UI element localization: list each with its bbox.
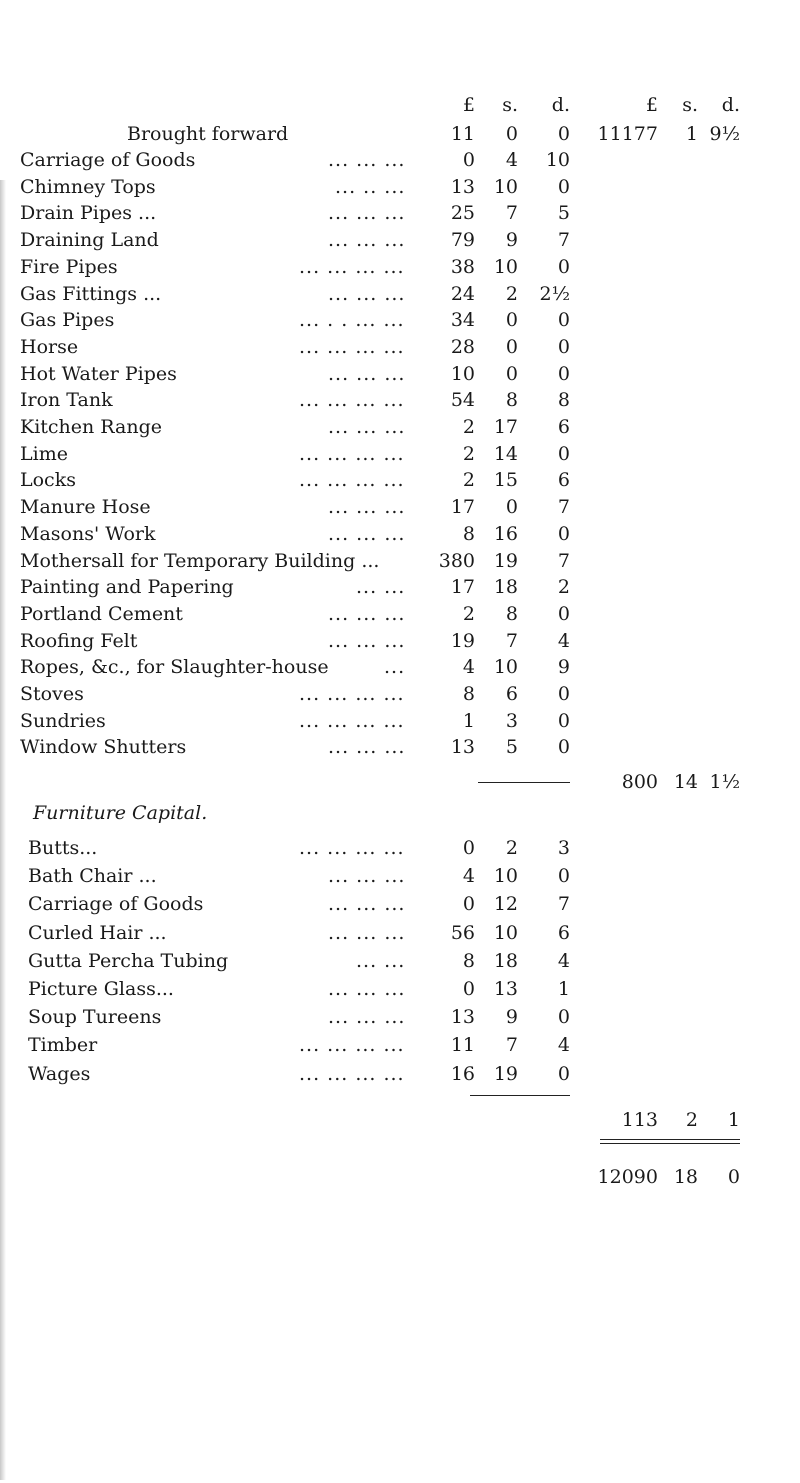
amount-shillings: 8 [505, 602, 518, 625]
section2-total-row [0, 1107, 800, 1133]
amount-pence: 7 [557, 229, 570, 252]
item-label: Stoves [20, 683, 84, 705]
grand-total-pounds: 12090 [597, 1166, 658, 1188]
grand-total-row [0, 1164, 800, 1190]
amount-shillings: 2 [505, 282, 518, 305]
ledger-row [0, 976, 800, 1002]
grand-total-shillings: 18 [673, 1166, 698, 1188]
item-label: Bath Chair ... [28, 865, 157, 888]
leader-dots: ... ... ... [328, 978, 406, 1000]
item-label: Gas Fittings ... [20, 282, 162, 305]
leader-dots: ... ... ... [328, 229, 406, 252]
amount-shillings: 19 [493, 1062, 518, 1085]
item-label: Carriage of Goods [28, 893, 204, 916]
total-pounds: 800 [621, 771, 658, 793]
amount-pounds: 380 [438, 549, 475, 572]
leader-dots: ... ... ... [328, 149, 406, 171]
amount-pence: 0 [557, 123, 570, 145]
amount-shillings: 2 [505, 837, 518, 859]
amount-shillings: 10 [493, 865, 518, 888]
amount-pence: 6 [557, 416, 570, 438]
leader-dots: ... ... ... [328, 865, 406, 888]
leader-dots: ... ... ... [328, 921, 406, 944]
amount-pounds: 0 [462, 837, 475, 859]
amount-pence: 4 [557, 629, 570, 652]
item-label: Soup Tureens [28, 1006, 162, 1029]
leader-dots: ... .. ... [335, 175, 406, 198]
amount-pounds: 28 [450, 335, 475, 358]
ledger-row [0, 334, 800, 360]
section-heading: Furniture Capital. [33, 802, 208, 824]
amount-pounds: 4 [462, 865, 475, 888]
amount-shillings: 6 [505, 683, 518, 705]
item-label: Sundries [20, 709, 106, 732]
ledger-row [0, 835, 800, 861]
ledger-row [0, 200, 800, 226]
ledger-row [0, 628, 800, 654]
amount-pounds: 19 [450, 629, 475, 652]
item-label: Hot Water Pipes [20, 362, 177, 385]
total-pounds: 11177 [597, 123, 658, 145]
amount-pence: 4 [557, 949, 570, 972]
leader-dots: ... ... ... ... [299, 837, 405, 859]
grand-total-rule [600, 1139, 740, 1140]
item-label: Chimney Tops [20, 175, 156, 198]
item-label: Horse [20, 335, 79, 358]
amount-pence: 2 [557, 576, 570, 599]
amount-pounds: 79 [450, 229, 475, 252]
amount-shillings: 0 [505, 362, 518, 385]
total-pence: 1½ [709, 771, 740, 793]
amount-shillings: 10 [493, 175, 518, 198]
ledger-row [0, 574, 800, 600]
brought-forward-label: Brought forward [127, 123, 289, 145]
amount-pence: 0 [557, 736, 570, 759]
amount-pounds: 4 [462, 656, 475, 679]
item-label: Drain Pipes ... [20, 202, 157, 225]
item-label: Roofing Felt [20, 629, 138, 652]
amount-shillings: 0 [505, 309, 518, 332]
leader-dots: ... [384, 656, 406, 679]
ledger-row [0, 414, 800, 440]
total-shillings: 14 [673, 771, 698, 793]
amount-pounds: 11 [450, 1034, 475, 1057]
amount-pence: 4 [557, 1034, 570, 1057]
leader-dots: ... ... ... [328, 362, 406, 385]
amount-pounds: 38 [450, 255, 475, 278]
leader-dots: ... ... ... ... [299, 709, 405, 732]
ledger-row [0, 1004, 800, 1030]
amount-pence: 6 [557, 469, 570, 492]
total-pence: 9½ [709, 123, 740, 145]
amount-pounds: 8 [462, 683, 475, 705]
amount-pounds: 2 [462, 602, 475, 625]
item-label: Locks [20, 469, 76, 492]
leader-dots: ... ... ... [328, 893, 406, 916]
amount-pence: 0 [557, 1006, 570, 1029]
brought-forward-row [0, 121, 800, 147]
item-label: Butts... [28, 837, 98, 859]
ledger-row [0, 863, 800, 889]
leader-dots: ... ... ... [328, 416, 406, 438]
amount-pence: 7 [557, 549, 570, 572]
amount-pence: 10 [545, 149, 570, 171]
amount-pounds: 24 [450, 282, 475, 305]
amount-shillings: 7 [505, 202, 518, 225]
amount-shillings: 0 [505, 123, 518, 145]
grand-total-rule-double [600, 1143, 740, 1144]
section1-total-row [0, 769, 800, 795]
leader-dots: ... ... ... [328, 602, 406, 625]
leader-dots: ... ... ... [328, 282, 406, 305]
item-label: Ropes, &c., for Slaughter-house [20, 656, 329, 679]
amount-pounds: 8 [462, 522, 475, 545]
amount-pounds: 11 [450, 123, 475, 145]
amount-shillings: 19 [493, 549, 518, 572]
ledger-row [0, 1061, 800, 1087]
amount-pence: 0 [557, 309, 570, 332]
item-label: Gas Pipes [20, 309, 115, 332]
amount-pence: 5 [557, 202, 570, 225]
amount-pence: 0 [557, 442, 570, 465]
ledger-row [0, 548, 800, 574]
item-label: Masons' Work [20, 522, 156, 545]
leader-dots: ... ... ... ... [299, 1034, 405, 1057]
ledger-row [0, 307, 800, 333]
leader-dots: ... ... ... ... [299, 469, 405, 492]
amount-pence: 0 [557, 683, 570, 705]
item-label: Curled Hair ... [28, 921, 167, 944]
total-pounds: 113 [621, 1109, 658, 1131]
amount-pence: 2½ [539, 282, 570, 305]
amount-shillings: 10 [493, 255, 518, 278]
amount-shillings: 0 [505, 335, 518, 358]
item-label: Window Shutters [20, 736, 187, 759]
amount-pence: 0 [557, 175, 570, 198]
ledger-row [0, 1032, 800, 1058]
leader-dots: ... ... ... [328, 202, 406, 225]
amount-pence: 8 [557, 389, 570, 412]
leader-dots: ... ... [356, 949, 406, 972]
ledger-row [0, 494, 800, 520]
amount-shillings: 9 [505, 229, 518, 252]
item-label: Kitchen Range [20, 416, 163, 438]
ledger-row [0, 891, 800, 917]
amount-pence: 0 [557, 335, 570, 358]
leader-dots: ... ... ... ... [299, 1062, 405, 1085]
total-shillings: 2 [685, 1109, 698, 1131]
ledger-row [0, 254, 800, 280]
amount-shillings: 3 [505, 709, 518, 732]
amount-pounds: 54 [450, 389, 475, 412]
ledger-row [0, 734, 800, 760]
item-label: Carriage of Goods [20, 149, 196, 171]
amount-shillings: 15 [493, 469, 518, 492]
amount-shillings: 18 [493, 949, 518, 972]
amount-shillings: 9 [505, 1006, 518, 1029]
amount-pence: 6 [557, 921, 570, 944]
amount-pounds: 13 [450, 175, 475, 198]
leader-dots: ... ... ... ... [299, 683, 405, 705]
amount-pence: 0 [557, 602, 570, 625]
header-total-pounds: £ [645, 94, 658, 116]
leader-dots: ... ... ... ... [299, 255, 405, 278]
amount-shillings: 7 [505, 629, 518, 652]
amount-pence: 9 [557, 656, 570, 679]
amount-pounds: 0 [462, 893, 475, 916]
amount-shillings: 13 [493, 978, 518, 1000]
amount-pence: 7 [557, 893, 570, 916]
total-pence: 1 [727, 1109, 740, 1131]
item-label: Mothersall for Temporary Building ... [20, 549, 380, 572]
amount-pounds: 17 [450, 496, 475, 519]
ledger-row [0, 467, 800, 493]
amount-pounds: 10 [450, 362, 475, 385]
leader-dots: ... . . ... ... [299, 309, 405, 332]
amount-pounds: 2 [462, 416, 475, 438]
grand-total-pence: 0 [727, 1166, 740, 1188]
leader-dots: ... ... ... [328, 736, 406, 759]
amount-pence: 0 [557, 1062, 570, 1085]
item-label: Iron Tank [20, 389, 113, 412]
ledger-row [0, 227, 800, 253]
total-shillings: 1 [685, 123, 698, 145]
subtotal-rule [470, 1095, 570, 1096]
header-total-pence: d. [721, 94, 740, 116]
item-label: Draining Land [20, 229, 159, 252]
leader-dots: ... ... ... [328, 1006, 406, 1029]
amount-shillings: 14 [493, 442, 518, 465]
amount-shillings: 8 [505, 389, 518, 412]
amount-shillings: 18 [493, 576, 518, 599]
leader-dots: ... ... ... ... [299, 335, 405, 358]
amount-shillings: 7 [505, 1034, 518, 1057]
item-label: Timber [28, 1034, 98, 1057]
amount-pence: 0 [557, 709, 570, 732]
leader-dots: ... ... ... [328, 496, 406, 519]
amount-pence: 0 [557, 522, 570, 545]
amount-pounds: 25 [450, 202, 475, 225]
ledger-row [0, 441, 800, 467]
amount-pence: 3 [557, 837, 570, 859]
leader-dots: ... ... ... ... [299, 442, 405, 465]
ledger-row [0, 147, 800, 173]
amount-pence: 7 [557, 496, 570, 519]
item-label: Fire Pipes [20, 255, 118, 278]
item-label: Gutta Percha Tubing [28, 949, 229, 972]
leader-dots: ... ... [356, 576, 406, 599]
ledger-row [0, 601, 800, 627]
amount-pounds: 0 [462, 978, 475, 1000]
amount-pounds: 13 [450, 736, 475, 759]
ledger-row [0, 361, 800, 387]
ledger-row [0, 174, 800, 200]
leader-dots: ... ... ... ... [299, 389, 405, 412]
ledger-row [0, 654, 800, 680]
amount-shillings: 12 [493, 893, 518, 916]
ledger-row [0, 681, 800, 707]
furniture-heading-row [0, 800, 800, 826]
amount-pounds: 34 [450, 309, 475, 332]
item-label: Wages [28, 1062, 91, 1085]
amount-shillings: 10 [493, 921, 518, 944]
header-pounds: £ [462, 94, 475, 116]
ledger-row [0, 948, 800, 974]
amount-shillings: 10 [493, 656, 518, 679]
amount-pence: 0 [557, 865, 570, 888]
amount-pounds: 0 [462, 149, 475, 171]
header-shillings: s. [502, 94, 518, 116]
header-pence: d. [551, 94, 570, 116]
amount-shillings: 4 [505, 149, 518, 171]
ledger-row [0, 521, 800, 547]
amount-pounds: 13 [450, 1006, 475, 1029]
amount-pounds: 2 [462, 442, 475, 465]
amount-pence: 1 [557, 978, 570, 1000]
item-label: Lime [20, 442, 68, 465]
leader-dots: ... ... ... [328, 522, 406, 545]
ledger-row [0, 387, 800, 413]
ledger-row [0, 708, 800, 734]
amount-pence: 0 [557, 255, 570, 278]
amount-pounds: 8 [462, 949, 475, 972]
item-label: Portland Cement [20, 602, 183, 625]
amount-pounds: 17 [450, 576, 475, 599]
ledger-row [0, 281, 800, 307]
amount-pounds: 56 [450, 921, 475, 944]
amount-shillings: 16 [493, 522, 518, 545]
header-total-shillings: s. [682, 94, 698, 116]
item-label: Painting and Papering [20, 576, 234, 599]
item-label: Picture Glass... [28, 978, 174, 1000]
amount-pounds: 1 [462, 709, 475, 732]
amount-pounds: 16 [450, 1062, 475, 1085]
item-label: Manure Hose [20, 496, 151, 519]
leader-dots: ... ... ... [328, 629, 406, 652]
amount-shillings: 0 [505, 496, 518, 519]
amount-shillings: 5 [505, 736, 518, 759]
amount-shillings: 17 [493, 416, 518, 438]
amount-pounds: 2 [462, 469, 475, 492]
ledger-row [0, 920, 800, 946]
amount-pence: 0 [557, 362, 570, 385]
